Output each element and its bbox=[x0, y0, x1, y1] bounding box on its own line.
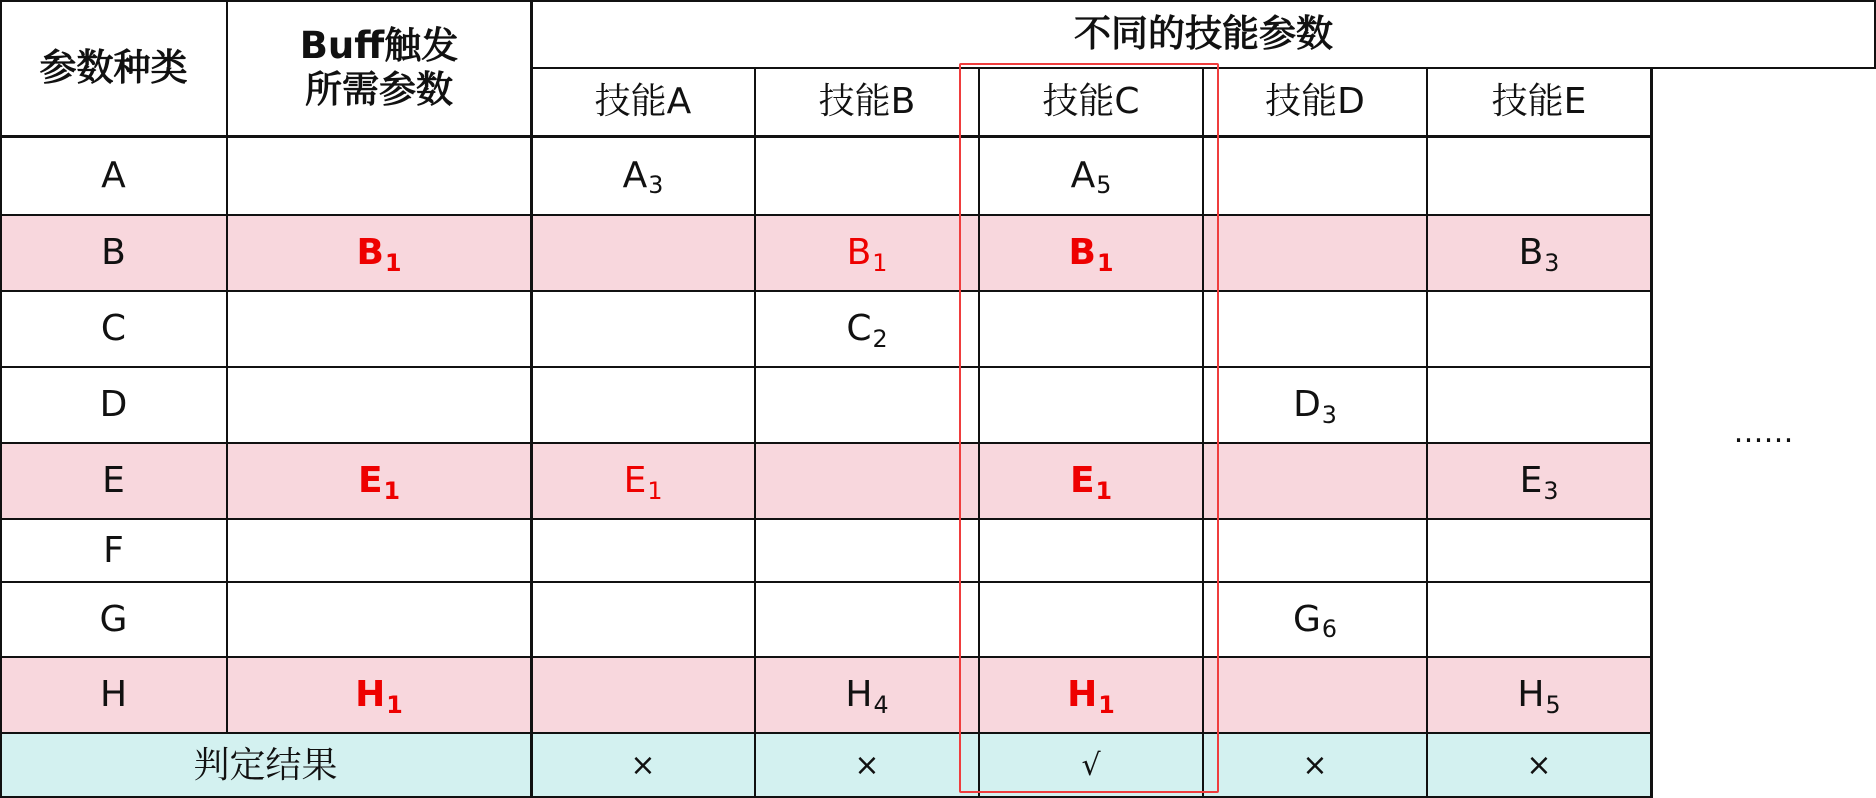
param-subscript: 6 bbox=[1321, 615, 1338, 644]
row-label-a: A bbox=[101, 154, 126, 196]
param-symbol: A bbox=[1070, 154, 1096, 196]
param-symbol: B bbox=[356, 232, 384, 274]
result-mark: √ bbox=[1081, 747, 1101, 783]
skill-param-cell bbox=[1427, 136, 1651, 215]
buff-required-cell bbox=[227, 519, 531, 582]
grid-line bbox=[0, 0, 1876, 2]
param-subscript: 3 bbox=[1321, 400, 1337, 429]
skill-param-cell bbox=[531, 657, 755, 733]
result-mark: × bbox=[630, 747, 656, 783]
param-symbol: G bbox=[1292, 598, 1321, 640]
row-label-f: F bbox=[103, 529, 124, 571]
grid-line bbox=[0, 366, 1651, 368]
param-symbol: E bbox=[1519, 460, 1543, 502]
skill-param-cell bbox=[979, 367, 1203, 443]
param-symbol: A bbox=[622, 154, 648, 196]
skill-param-cell bbox=[755, 291, 979, 367]
param-subscript: 1 bbox=[872, 248, 888, 277]
param-symbol: E bbox=[357, 460, 383, 502]
skill-param-cell bbox=[755, 136, 979, 215]
result-mark: × bbox=[1302, 747, 1328, 783]
param-subscript: 1 bbox=[1096, 248, 1114, 277]
skill-param-cell bbox=[755, 367, 979, 443]
param-subscript: 3 bbox=[648, 171, 664, 200]
skill-param-cell bbox=[531, 136, 755, 215]
skill-param-cell bbox=[1427, 657, 1651, 733]
skill-param-cell bbox=[531, 215, 755, 291]
param-symbol: H bbox=[1517, 674, 1545, 716]
grid-line bbox=[0, 518, 1651, 520]
grid-line bbox=[226, 0, 228, 733]
skill-param-cell bbox=[1427, 291, 1651, 367]
buff-required-cell bbox=[227, 215, 531, 291]
row-label-e: E bbox=[102, 460, 125, 502]
param-subscript: 1 bbox=[386, 690, 403, 719]
grid-line bbox=[0, 0, 2, 798]
skill-param-cell bbox=[531, 443, 755, 519]
buff-required-cell bbox=[227, 291, 531, 367]
param-symbol: E bbox=[623, 460, 647, 502]
result-mark: × bbox=[1526, 747, 1552, 783]
skill-header-d: 技能D bbox=[1265, 81, 1365, 123]
skill-param-cell bbox=[1203, 582, 1427, 657]
param-subscript: 1 bbox=[384, 248, 402, 277]
skill-header-e: 技能E bbox=[1491, 81, 1587, 123]
param-symbol: C bbox=[846, 308, 872, 350]
skill-param-cell bbox=[531, 582, 755, 657]
skill-header-a: 技能A bbox=[594, 81, 692, 123]
param-subscript: 1 bbox=[1098, 690, 1115, 719]
param-subscript: 2 bbox=[872, 324, 888, 353]
param-subscript: 3 bbox=[1544, 248, 1560, 277]
buff-required-line2: 所需参数 bbox=[305, 68, 453, 111]
param-subscript: 1 bbox=[383, 476, 401, 505]
more-skills-ellipsis: …… bbox=[1733, 415, 1794, 450]
skill-param-cell bbox=[979, 519, 1203, 582]
param-subscript: 3 bbox=[1543, 476, 1559, 505]
buff-required-line1: Buff触发 bbox=[299, 23, 459, 67]
grid-line bbox=[530, 0, 533, 798]
skill-param-cell bbox=[531, 519, 755, 582]
skill-param-cell bbox=[1203, 657, 1427, 733]
grid-line bbox=[0, 214, 1651, 216]
grid-line bbox=[0, 581, 1651, 583]
skill-param-cell bbox=[1203, 443, 1427, 519]
row-label-h: H bbox=[99, 674, 128, 716]
skill-param-cell bbox=[979, 443, 1203, 519]
skill-param-cell bbox=[979, 657, 1203, 733]
skill-param-cell bbox=[1427, 367, 1651, 443]
buff-required-header bbox=[227, 0, 531, 136]
param-symbol: D bbox=[1293, 384, 1321, 426]
skill-param-cell bbox=[1427, 215, 1651, 291]
skill-param-cell bbox=[1203, 136, 1427, 215]
param-subscript: 4 bbox=[873, 690, 889, 719]
grid-line bbox=[754, 68, 756, 798]
param-subscript: 5 bbox=[1545, 690, 1561, 719]
skill-param-cell bbox=[755, 519, 979, 582]
param-symbol: H bbox=[1067, 674, 1098, 716]
param-symbol: E bbox=[1069, 460, 1095, 502]
skill-header-c: 技能C bbox=[1042, 81, 1140, 123]
skill-param-cell bbox=[531, 367, 755, 443]
param-subscript: 5 bbox=[1096, 171, 1112, 200]
buff-required-cell bbox=[227, 136, 531, 215]
param-subscript: 1 bbox=[1095, 476, 1113, 505]
grid-line bbox=[1650, 68, 1653, 798]
param-symbol: H bbox=[355, 674, 386, 716]
skill-param-cell bbox=[979, 582, 1203, 657]
skill-param-cell bbox=[1427, 443, 1651, 519]
skill-param-cell bbox=[1203, 215, 1427, 291]
grid-line bbox=[0, 135, 1651, 138]
skill-param-cell bbox=[1427, 519, 1651, 582]
param-symbol: H bbox=[845, 674, 873, 716]
row-label-d: D bbox=[99, 384, 128, 426]
skill-param-cell bbox=[1203, 519, 1427, 582]
param-symbol: B bbox=[1068, 232, 1096, 274]
skill-param-cell bbox=[531, 291, 755, 367]
skill-param-cell bbox=[1203, 291, 1427, 367]
grid-line bbox=[0, 442, 1651, 444]
skill-param-cell bbox=[979, 136, 1203, 215]
skill-header-b: 技能B bbox=[818, 81, 916, 123]
param-type-header: 参数种类 bbox=[39, 45, 188, 89]
param-subscript: 1 bbox=[647, 476, 663, 505]
buff-required-cell bbox=[227, 367, 531, 443]
grid-line bbox=[1426, 68, 1428, 798]
param-symbol: B bbox=[1518, 232, 1544, 274]
skill-params-header: 不同的技能参数 bbox=[1074, 11, 1333, 55]
skill-param-cell bbox=[1203, 367, 1427, 443]
skill-param-cell bbox=[1427, 582, 1651, 657]
row-label-b: B bbox=[101, 232, 126, 274]
row-label-g: G bbox=[99, 598, 128, 640]
grid-line bbox=[0, 656, 1651, 658]
skill-param-cell bbox=[755, 443, 979, 519]
param-symbol: B bbox=[846, 232, 872, 274]
grid-line bbox=[1202, 68, 1204, 798]
result-mark: × bbox=[854, 747, 880, 783]
skill-param-cell bbox=[755, 657, 979, 733]
buff-required-cell bbox=[227, 443, 531, 519]
skill-param-cell bbox=[979, 291, 1203, 367]
row-label-c: C bbox=[100, 308, 127, 350]
grid-line bbox=[0, 732, 1651, 734]
buff-required-cell bbox=[227, 582, 531, 657]
skill-param-cell bbox=[755, 215, 979, 291]
skill-param-cell bbox=[755, 582, 979, 657]
buff-required-cell bbox=[227, 657, 531, 733]
grid-line bbox=[978, 68, 980, 798]
grid-line bbox=[0, 290, 1651, 292]
skill-param-cell bbox=[979, 215, 1203, 291]
result-label: 判定结果 bbox=[193, 744, 338, 786]
